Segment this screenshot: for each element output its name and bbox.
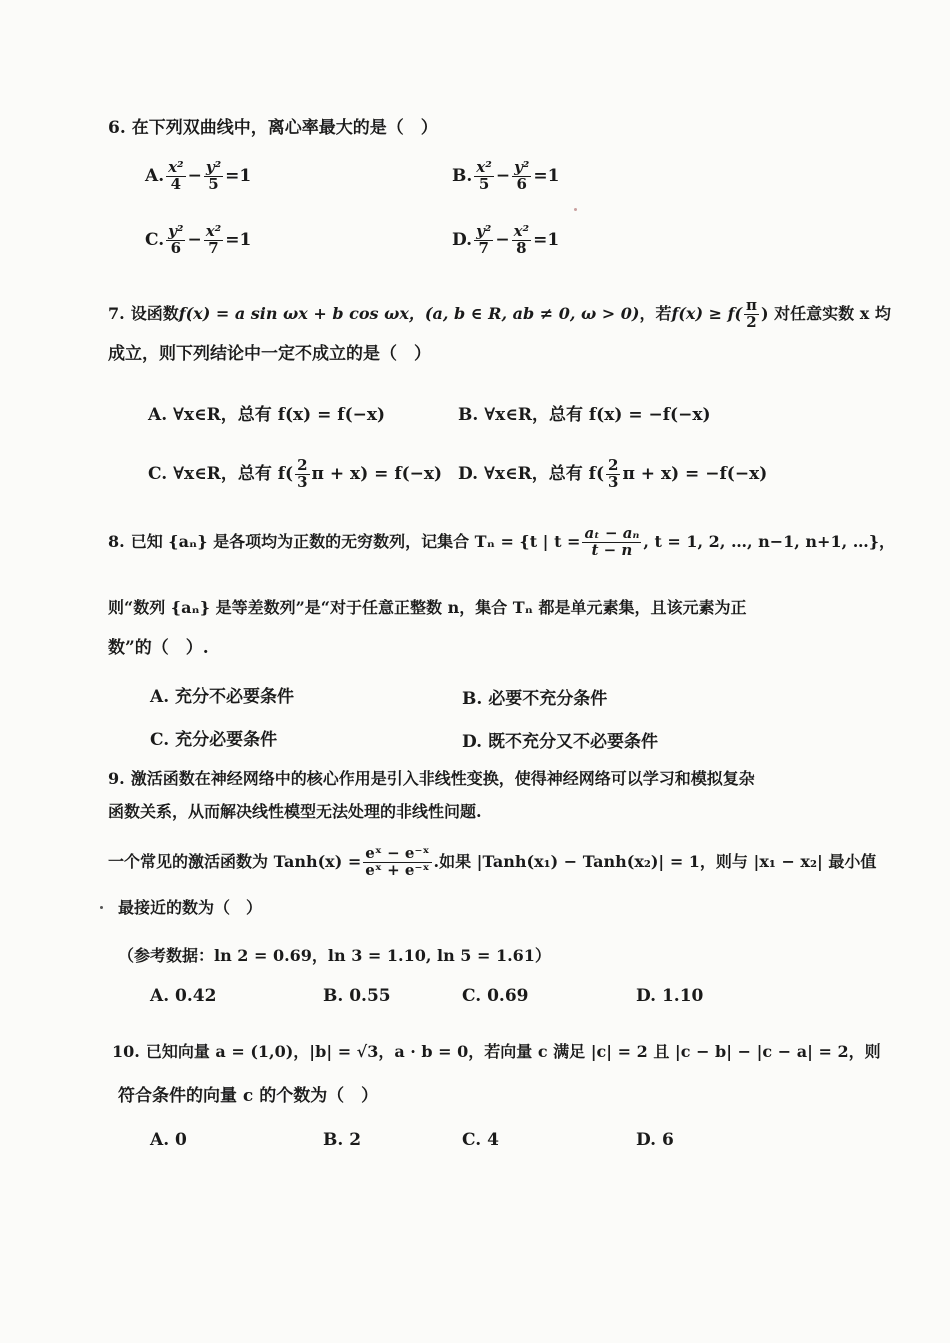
option-a[interactable]: A. 充分不必要条件 bbox=[150, 687, 295, 707]
fraction: $\frac{\text{eˣ − e⁻ˣ}}{\text{eˣ + e⁻ˣ}}$ bbox=[365, 844, 430, 879]
question-7-line-2: 成立，则下列结论中一定不成立的是（ ） bbox=[108, 344, 431, 364]
fraction: $\frac{\text{y²}}{7}$ bbox=[476, 222, 492, 257]
fraction: $\frac{2}{3}$ bbox=[297, 456, 308, 491]
question-9-line-3: 一个常见的激活函数为 Tanh(x) = $\frac{\text{eˣ − e⁻ˣ}}{\text{eˣ + e⁻ˣ}}$ .如果 |Tanh(x₁) − Tanh(x₂)| = 1，则与 |x₁ − x₂| 最小值 bbox=[108, 844, 877, 879]
option-b[interactable]: B. $\frac{\text{x²}}{5}$ − $\frac{\text{y²}}{6}$ =1 bbox=[452, 158, 560, 193]
fraction: $\frac{\text{y²}}{6}$ bbox=[168, 222, 184, 257]
fraction: $\frac{\pi}{2}$ bbox=[746, 296, 758, 331]
question-number: 9. bbox=[108, 769, 125, 788]
option-a[interactable]: A. 0.42 bbox=[150, 986, 217, 1006]
option-c[interactable]: C. 充分必要条件 bbox=[150, 730, 278, 750]
question-8-line-3: 数”的（ ）. bbox=[108, 638, 209, 658]
option-b[interactable]: B. 2 bbox=[323, 1130, 362, 1150]
option-d[interactable]: D. 6 bbox=[636, 1130, 674, 1150]
option-b[interactable]: B. ∀x∈R，总有 f(x) = −f(−x) bbox=[458, 405, 711, 425]
reference-data: （参考数据：ln 2 = 0.69，ln 3 = 1.10, ln 5 = 1.61） bbox=[118, 946, 551, 965]
fraction: $\frac{\text{y²}}{5}$ bbox=[205, 158, 222, 193]
question-8-line-2: 则“数列 {aₙ} 是等差数列”是“对于任意正整数 n，集合 Tₙ 都是单元素集，且该元素为正 bbox=[108, 598, 747, 617]
option-b[interactable]: B. 0.55 bbox=[323, 986, 391, 1006]
function-definition: f(x) = a sin ωx + b cos ωx，(a, b ∈ R, ab ≠ 0, ω > 0) bbox=[178, 303, 640, 323]
option-b[interactable]: B. 必要不充分条件 bbox=[462, 689, 608, 709]
option-d[interactable]: D. 既不充分又不必要条件 bbox=[462, 732, 658, 752]
option-c[interactable]: C. 4 bbox=[462, 1130, 499, 1150]
question-9-line-4: 最接近的数为（ ） bbox=[118, 898, 263, 917]
option-d[interactable]: D. ∀x∈R，总有 f( $\frac{2}{3}$ π + x) = −f(−x) bbox=[458, 456, 768, 491]
option-d[interactable]: D. $\frac{\text{y²}}{7}$ − $\frac{\text{x²}}{8}$ =1 bbox=[452, 222, 560, 257]
fraction: $\frac{\text{y²}}{6}$ bbox=[514, 158, 530, 193]
scan-speck bbox=[100, 906, 103, 909]
fraction: $\frac{\text{x²}}{8}$ bbox=[513, 222, 530, 257]
question-number: 7. bbox=[108, 303, 125, 323]
question-8: 8. 已知 {aₙ} 是各项均为正数的无穷数列，记集合 Tₙ = {t | t = $\frac{\text{aₜ − aₙ}}{t - n}$ , t = 1, 2, …, n−1, n+1, …}， bbox=[108, 524, 896, 559]
option-c[interactable]: C. $\frac{\text{y²}}{6}$ − $\frac{\text{x²}}{7}$ =1 bbox=[145, 222, 252, 257]
fraction: $\frac{\text{x²}}{7}$ bbox=[205, 222, 222, 257]
fraction: $\frac{\text{aₜ − aₙ}}{t - n}$ bbox=[584, 524, 640, 559]
question-10: 10. 已知向量 a = (1,0)，|b| = √3，a · b = 0，若向量 c 满足 |c| = 2 且 |c − b| − |c − a| = 2，则 bbox=[112, 1042, 881, 1061]
question-9-line-2: 函数关系，从而解决线性模型无法处理的非线性问题. bbox=[108, 802, 482, 821]
question-number: 10. bbox=[112, 1042, 140, 1061]
fraction: $\frac{2}{3}$ bbox=[608, 456, 619, 491]
question-stem: 在下列双曲线中，离心率最大的是（ ） bbox=[131, 118, 438, 138]
option-c[interactable]: C. ∀x∈R，总有 f( $\frac{2}{3}$ π + x) = f(−x) bbox=[148, 456, 443, 491]
option-a[interactable]: A. $\frac{\text{x²}}{4}$ − $\frac{\text{y²}}{5}$ =1 bbox=[145, 158, 252, 193]
question-6 bbox=[108, 118, 828, 138]
question-9: 9. 激活函数在神经网络中的核心作用是引入非线性变换，使得神经网络可以学习和模拟复杂 bbox=[108, 769, 755, 788]
scan-speck bbox=[574, 208, 577, 211]
option-c[interactable]: C. 0.69 bbox=[462, 986, 529, 1006]
option-a[interactable]: A. ∀x∈R，总有 f(x) = f(−x) bbox=[148, 405, 386, 425]
question-number: 8. bbox=[108, 531, 125, 551]
question-7: 7. 设函数f(x) = a sin ωx + b cos ωx，(a, b ∈ R, ab ≠ 0, ω > 0)，若f(x) ≥ f( $\frac{\pi}{2}$ ) 对任意实数 x 均 bbox=[108, 296, 891, 331]
question-number: 6. bbox=[108, 118, 126, 138]
fraction: $\frac{\text{x²}}{4}$ bbox=[168, 158, 184, 193]
option-d[interactable]: D. 1.10 bbox=[636, 986, 704, 1006]
question-10-line-2: 符合条件的向量 c 的个数为（ ） bbox=[118, 1086, 379, 1106]
fraction: $\frac{\text{x²}}{5}$ bbox=[476, 158, 492, 193]
option-a[interactable]: A. 0 bbox=[150, 1130, 187, 1150]
